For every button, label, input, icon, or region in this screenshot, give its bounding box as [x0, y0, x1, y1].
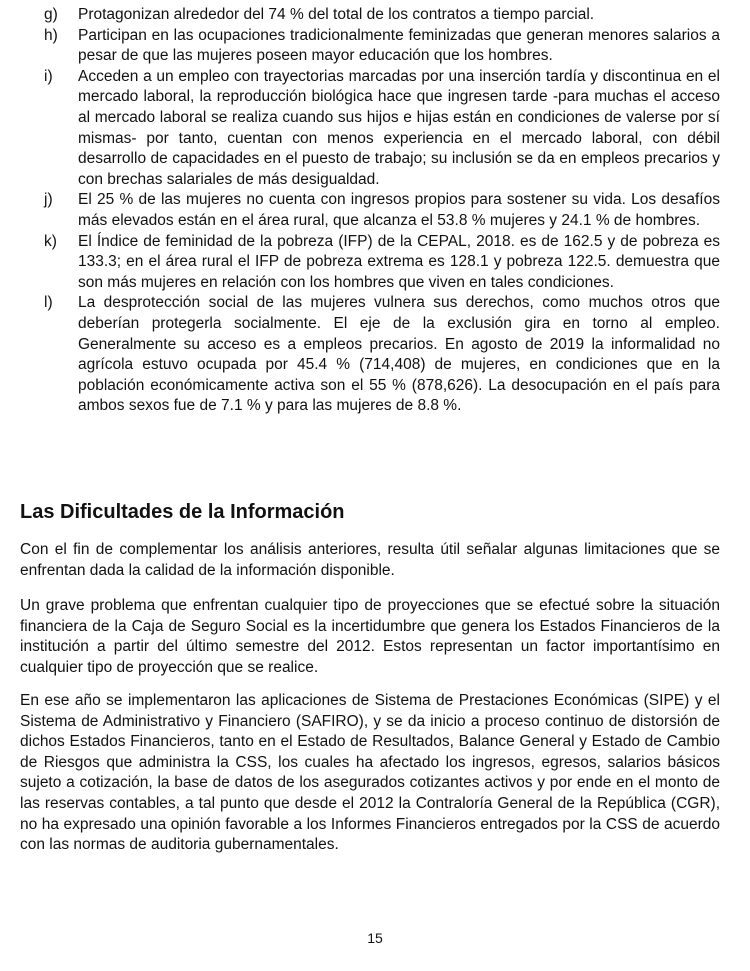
list-item-text: Protagonizan alrededor del 74 % del total de los contratos a tiempo parcial.: [78, 6, 595, 23]
list-marker: g): [44, 6, 58, 23]
list-item-text: Participan en las ocupaciones tradicionalmente feminizadas que generan menores salarios a pesar de que las mujeres poseen mayor educación que los hombres.: [78, 26, 720, 65]
body-paragraph: Un grave problema que enfrentan cualquier tipo de proyecciones que se efectué sobre la situación financiera de la Caja de Seguro Social es la incertidumbre que genera los Estados Financieros de la institución a partir del último semestre del 2012. Estos representan un factor importantísimo en cualquier tipo de proyección que se realice.: [20, 597, 720, 676]
list-item: [44, 293, 720, 417]
body-paragraph: En ese año se implementaron las aplicaciones de Sistema de Prestaciones Económicas (SIPE) y el Sistema de Administrativo y Financiero (SAFIRO), y se da inicio a proceso continuo de distorsión de dichos Estados Financieros, tanto en el Estado de Resultados, Balance General y Estado de Cambio de Riesgos que administra la CSS, los cuales ha afectado los ingresos, egresos, salarios básicos sujeto a cotización, la base de datos de los asegurados cotizantes activos y por ende en el monto de las reservas contables, a tal punto que desde el 2012 la Contraloría General de la República (CGR), no ha expresado una opinión favorable a los Informes Financieros entregados por la CSS de acuerdo con las normas de auditoria gubernamentales.: [20, 692, 720, 854]
list-marker: k): [44, 232, 57, 250]
list-item: [44, 5, 720, 26]
list-marker: h): [44, 26, 58, 44]
list-marker: i): [44, 67, 53, 85]
list-item-text: La desprotección social de las mujeres vulnera sus derechos, como muchos otros que deberían protegerla socialmente. El eje de la exclusión gira en torno al empleo. Generalmente su acceso es a empleos precarios. En agosto de 2019 la informalidad no agrícola estuvo ocupada por 45.4 % (714,408) de mujeres, en condiciones que en la población económicamente activa son el 55 % (878,626). La desocupación en el país para ambos sexos fue de 7.1 % y para las mujeres de 8.8 %.: [78, 294, 720, 415]
page-number: 15: [367, 930, 383, 946]
list-item: [44, 232, 720, 294]
list-item-text: El 25 % de las mujeres no cuenta con ingresos propios para sostener su vida. Los desafíos más elevados están en el área rural, que alcanza el 53.8 % mujeres y 24.1 % de hombres.: [78, 191, 720, 229]
list-marker: l): [44, 294, 53, 312]
section-heading: Las Dificultades de la Información: [20, 501, 345, 523]
list-marker: j): [44, 191, 53, 209]
list-item: [44, 26, 720, 67]
list-item: [44, 67, 720, 191]
body-paragraph: Con el fin de complementar los análisis anteriores, resulta útil señalar algunas limitaciones que se enfrentan dada la calidad de la información disponible.: [20, 541, 720, 579]
list-item-text: Acceden a un empleo con trayectorias marcadas por una inserción tardía y discontinua en el mercado laboral, la reproducción biológica hace que ingresen tarde -para muchas el acceso al mercado laboral se realiza cuando sus hijos e hijas están en condiciones de valerse por sí mismas- por tanto, cuentan con menos experiencia en el mercado laboral, con débil desarrollo de capacidades en el puesto de trabajo; su inclusión se da en empleos precarios y con brechas salariales de más desigualdad.: [78, 67, 720, 188]
list-item-text: El Índice de feminidad de la pobreza (IFP) de la CEPAL, 2018. es de 162.5 y de pobreza es 133.3; en el área rural el IFP de pobreza extrema es 128.1 y pobreza 122.5. demuestra que son más mujeres en relación con los hombres que viven en tales condiciones.: [78, 232, 720, 291]
lettered-list: [44, 5, 720, 417]
list-item: [44, 190, 720, 231]
